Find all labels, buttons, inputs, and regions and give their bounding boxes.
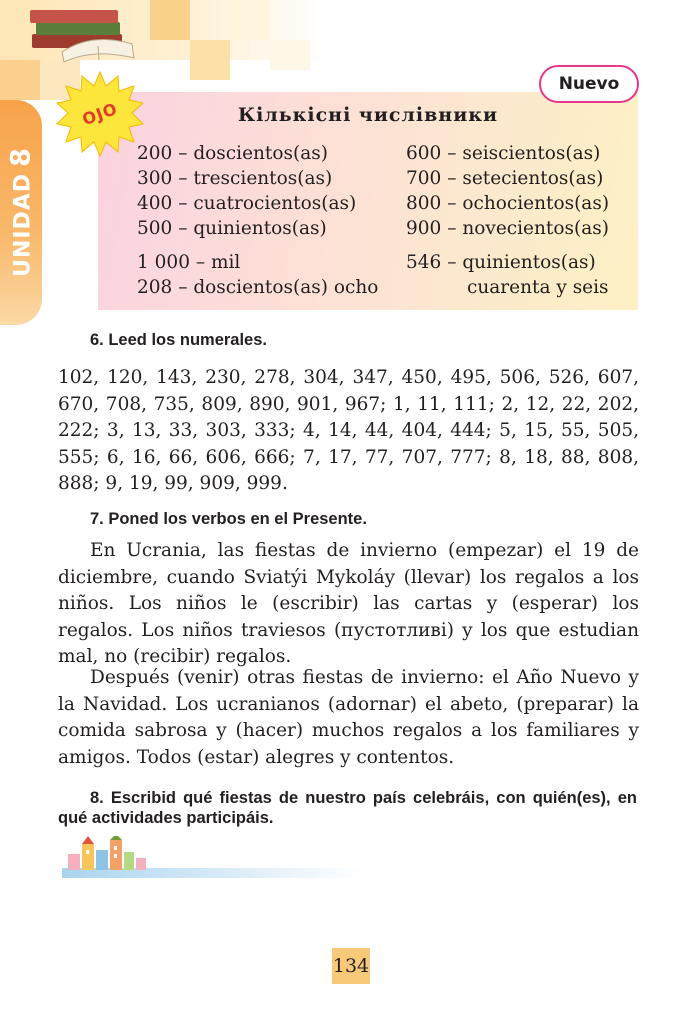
numeral-item: 200 – doscientos(as) [137,143,328,164]
exercise-7-paragraph-1: En Ucrania, las fiestas de invierno (empezar) el 19 de diciembre, cuando Sviatýi Mykoláy (llevar) los regalos a los niños. Los niños le (escribir) las cartas y (esperar) los regalos. Los niños traviesos (пустотливі) y los que estudian mal, no (recibir) regalos. [58,540,639,667]
town-illustration-icon [62,836,362,882]
numeral-item: 1 000 – mil [137,252,241,273]
books-icon [22,4,152,64]
numeral-item: 700 – setecientos(as) [406,168,604,189]
page-number: 134 [332,948,370,984]
numeral-item: cuarenta y seis [467,277,609,298]
ojo-label: OJO [79,98,121,130]
numeral-item: 400 – cuatrocientos(as) [137,193,357,214]
numeral-item: 800 – ochocientos(as) [406,193,610,214]
unit-label [6,147,37,277]
numerals-left-column [137,141,378,300]
numeral-item: 546 – quinientos(as) [406,252,596,273]
numeral-item: 500 – quinientos(as) [137,218,327,239]
numeral-item: 208 – doscientos(as) ocho [137,277,379,298]
exercise-7-title: 7. Poned los verbos en el Presente. [90,510,367,528]
numeral-item: 600 – seiscientos(as) [406,143,601,164]
exercise-6-numbers: 102, 120, 143, 230, 278, 304, 347, 450, 495, 506, 526, 607, 670, 708, 735, 809, 890, 901, 967; 1, 11, 111; 2, 12, 22, 202, 222; 3, 13, 33, 303, 333; 4, 14, 44, 404, 444; 5, 15, 55, 505, 555; 6, 16, 66, 606, 666; 7, 17, 77, 707, 777; 8, 18, 88, 808, 888; 9, 19, 99, 909, 999. [58,367,639,494]
unit-number: 8 [5,147,37,167]
box-title: Кількісні числівники [237,104,499,126]
exercise-8-title: 8. Escribid qué fiestas de nuestro país celebráis, con quién(es), en qué actividades participáis. [58,789,637,827]
numeral-item: 900 – novecientos(as) [406,218,609,239]
nuevo-badge: Nuevo [539,65,639,103]
numerals-right-column [406,141,609,300]
unit-label-text: UNIDAD [10,172,36,277]
numeral-item: 300 – trescientos(as) [137,168,333,189]
exercise-6-title: 6. Leed los numerales. [90,331,267,349]
exercise-7-paragraph-2: Después (venir) otras fiestas de invierno: el Año Nuevo y la Navidad. Los ucranianos (adornar) el abeto, (preparar) la comida sabrosa y (hacer) muchos regalos a los familiares y amigos. Todos (estar) alegres y contentos. [58,667,639,768]
